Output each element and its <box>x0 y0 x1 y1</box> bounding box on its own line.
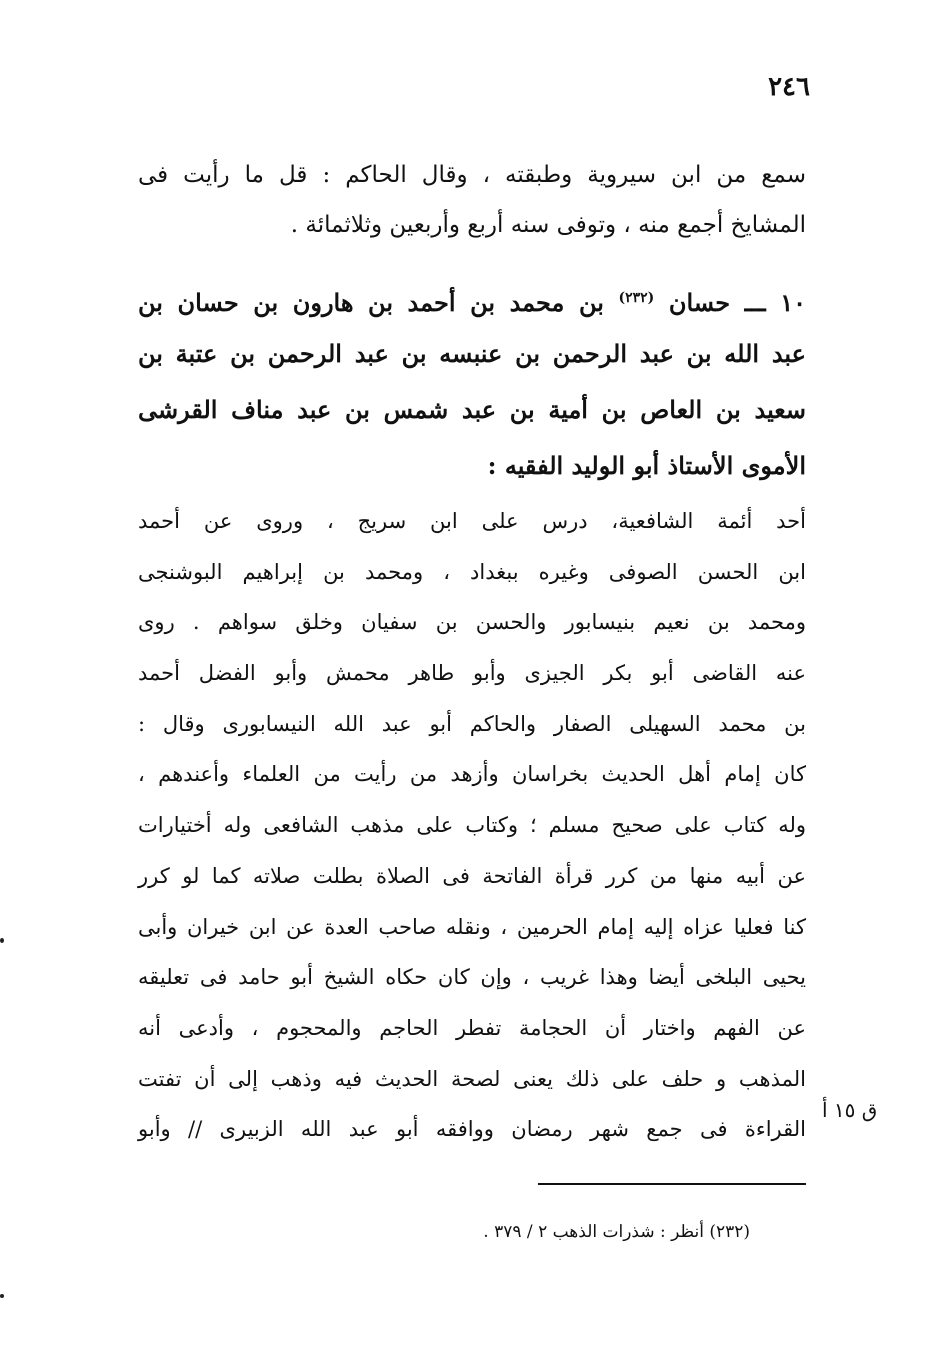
entry-number-name: ١٠ ـــ حسان <box>668 288 807 317</box>
heading-line-first <box>138 270 806 326</box>
footnote: (٢٣٢) أنظر : شذرات الذهب ٢ / ٣٧٩ . <box>483 1222 750 1242</box>
text-line: ابن الحسن الصوفى وغيره ببغداد ، ومحمد بن إبراهيم البوشنجى <box>138 559 806 584</box>
text-line: عن الفهم واختار أن الحجامة تفطر الحاجم والمحجوم ، وأدعى أنه <box>138 1015 806 1040</box>
heading-line: الأموى الأستاذ أبو الوليد الفقيه : <box>487 451 806 480</box>
text-line: عن أبيه منها من كرر قرأة الفاتحة فى الصلاة بطلت صلاته كما لو كرر <box>138 863 806 888</box>
heading-line: عبد الله بن عبد الرحمن بن عنبسه بن عبد الرحمن بن عتبة بن <box>138 339 806 368</box>
entry-heading <box>138 270 806 494</box>
scan-speck <box>0 1294 4 1298</box>
text-line: كان إمام أهل الحديث بخراسان وأزهد من رأيت من العلماء وأعندهم ، <box>138 762 806 787</box>
text-line: ومحمد بن نعيم بنيسابور والحسن بن سفيان وخلق سواهم . روى <box>138 610 806 635</box>
text-line: كنا فعليا عزاه إليه إمام الحرمين ، ونقله صاحب العدة عن ابن خيران وأبى <box>138 914 806 939</box>
text-line: وله كتاب على صحيح مسلم ؛ وكتاب على مذهب الشافعى وله أختيارات <box>138 813 806 838</box>
intro-paragraph <box>138 150 806 250</box>
heading-line-rest: بن محمد بن أحمد بن هارون بن حسان بن <box>138 288 604 317</box>
text-line: بن محمد السهيلى الصفار والحاكم أبو عبد الله النيسابورى وقال : <box>138 711 806 736</box>
footnote-divider <box>538 1183 806 1185</box>
text-line: سمع من ابن سيروية وطبقته ، وقال الحاكم : قل ما رأيت فى <box>138 162 806 188</box>
footnote-reference: (٢٣٢) <box>618 290 655 306</box>
page-number: ٢٤٦ <box>768 72 810 102</box>
text-line: يحيى البلخى أيضا وهذا غريب ، وإن كان حكاه الشيخ أبو حامد فى تعليقه <box>138 965 806 990</box>
text-line: عنه القاضى أبو بكر الجيزى وأبو طاهر محمش وأبو الفضل أحمد <box>138 661 806 686</box>
heading-line: سعيد بن العاص بن أمية بن عبد شمس بن عبد مناف القرشى <box>138 395 806 424</box>
text-line: المذهب و حلف على ذلك يعنى لصحة الحديث فيه وذهب إلى أن تفتت <box>138 1066 806 1091</box>
text-line: أحد أئمة الشافعية، درس على ابن سريج ، وروى عن أحمد <box>138 509 806 533</box>
body-paragraph <box>138 496 806 1155</box>
manuscript-folio-note: ق ١٥ أ <box>822 1098 878 1122</box>
scan-speck <box>0 938 4 943</box>
text-line: القراءة فى جمع شهر رمضان ووافقه أبو عبد الله الزبيرى // وأبو <box>138 1117 806 1142</box>
text-line: المشايخ أجمع منه ، وتوفى سنه أربع وأربعين وثلاثمائة . <box>290 212 806 238</box>
